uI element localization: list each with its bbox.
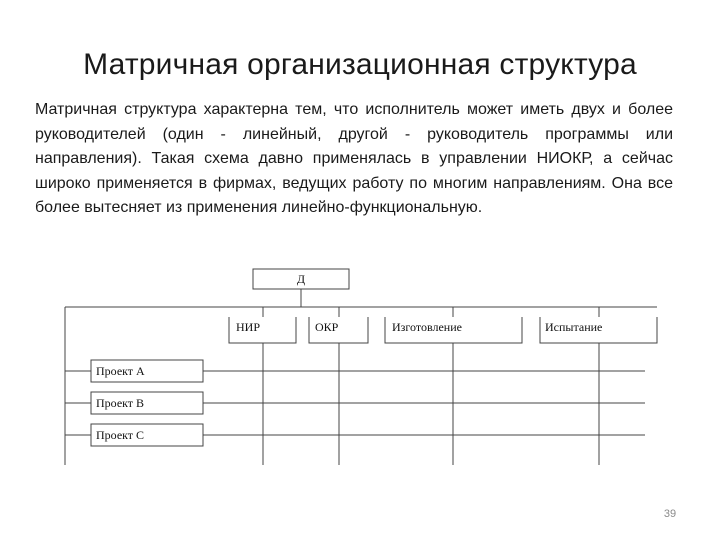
function-label-manufacturing: Изготовление xyxy=(392,320,462,334)
project-label-a: Проект А xyxy=(96,364,145,378)
project-label-b: Проект В xyxy=(96,396,145,410)
project-label-c: Проект С xyxy=(96,428,145,442)
head-label: Д xyxy=(296,272,306,286)
function-label-testing: Испытание xyxy=(545,320,603,334)
slide-number: 39 xyxy=(663,508,677,520)
function-label-nir: НИР xyxy=(236,320,261,334)
slide-title: Матричная организационная структура xyxy=(83,48,637,81)
body-paragraph: Матричная структура характерна тем, что исполнитель может иметь двух и более руководителей (один - линейный, другой - руководитель программы или направления). Такая схема давно применялась в управлении НИОКР, а сейчас широко применяется в фирмах, ведущих работу по многим направлениям. Она все более вытесняет из применения линейно-функциональную. xyxy=(35,101,673,216)
function-label-okr: ОКР xyxy=(315,320,339,334)
